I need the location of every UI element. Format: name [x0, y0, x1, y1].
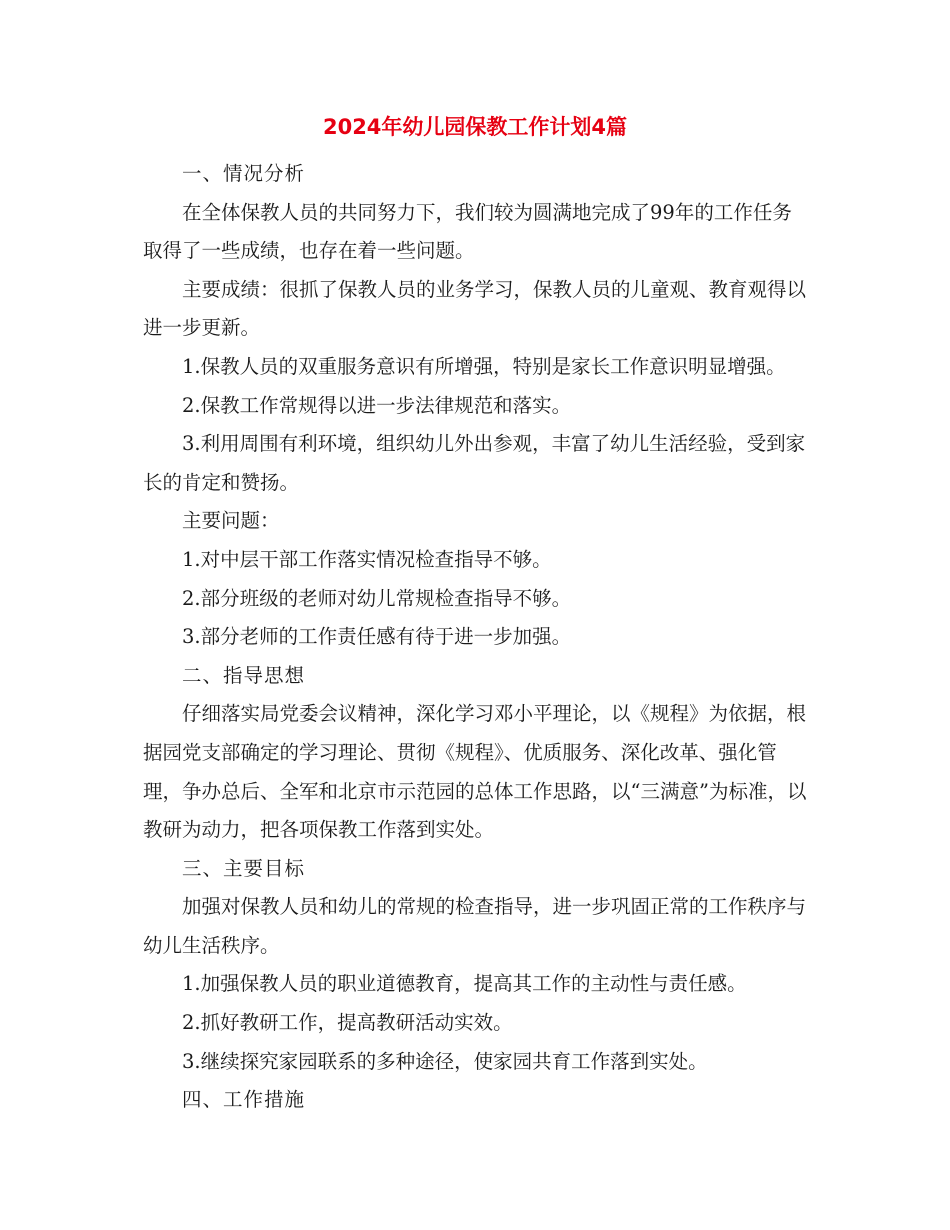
list-item: 3.继续探究家园联系的多种途径，使家园共育工作落到实处。: [182, 1049, 708, 1073]
list-item: 1.加强保教人员的职业道德教育，提高其工作的主动性与责任感。: [182, 972, 747, 996]
document-title: 2024年幼儿园保教工作计划4篇: [322, 115, 628, 139]
section-heading-main-goals: 三、主要目标: [182, 856, 306, 880]
paragraph: 在全体保教人员的共同努力下，我们较为圆满地完成了99年的工作任务取得了一些成绩，也存在着一些问题。: [143, 200, 792, 263]
list-item: 1.对中层干部工作落实情况检查指导不够。: [182, 547, 552, 571]
list-item: 1.保教人员的双重服务意识有所增强，特别是家长工作意识明显增强。: [182, 354, 786, 378]
section-heading-analysis: 一、情况分析: [182, 162, 306, 185]
section-heading-work-measures: 四、工作措施: [182, 1088, 306, 1112]
section-heading-guiding-ideology: 二、指导思想: [182, 663, 306, 687]
paragraph: 仔细落实局党委会议精神，深化学习邓小平理论，以《规程》为依据，根据园党支部确定的学习理论、贯彻《规程》、优质服务、深化改革、强化管理，争办总后、全军和北京市示范园的总体工作思路，以“三满意”为标准，以教研为动力，把各项保教工作落到实处。: [143, 702, 807, 842]
paragraph: 主要成绩：很抓了保教人员的业务学习，保教人员的儿童观、教育观得以进一步更新。: [143, 277, 807, 340]
paragraph: 加强对保教人员和幼儿的常规的检查指导，进一步巩固正常的工作秩序与幼儿生活秩序。: [143, 895, 807, 957]
subheading-problems: 主要问题：: [182, 509, 280, 533]
document-body: [143, 155, 808, 1120]
list-item: 3.利用周围有利环境，组织幼儿外出参观，丰富了幼儿生活经验，受到家长的肯定和赞扬。: [143, 432, 806, 494]
list-item: 2.保教工作常规得以进一步法律规范和落实。: [182, 393, 572, 417]
list-item: 2.部分班级的老师对幼儿常规检查指导不够。: [182, 586, 572, 610]
list-item: 3.部分老师的工作责任感有待于进一步加强。: [182, 625, 572, 649]
list-item: 2.抓好教研工作，提高教研活动实效。: [182, 1011, 513, 1035]
